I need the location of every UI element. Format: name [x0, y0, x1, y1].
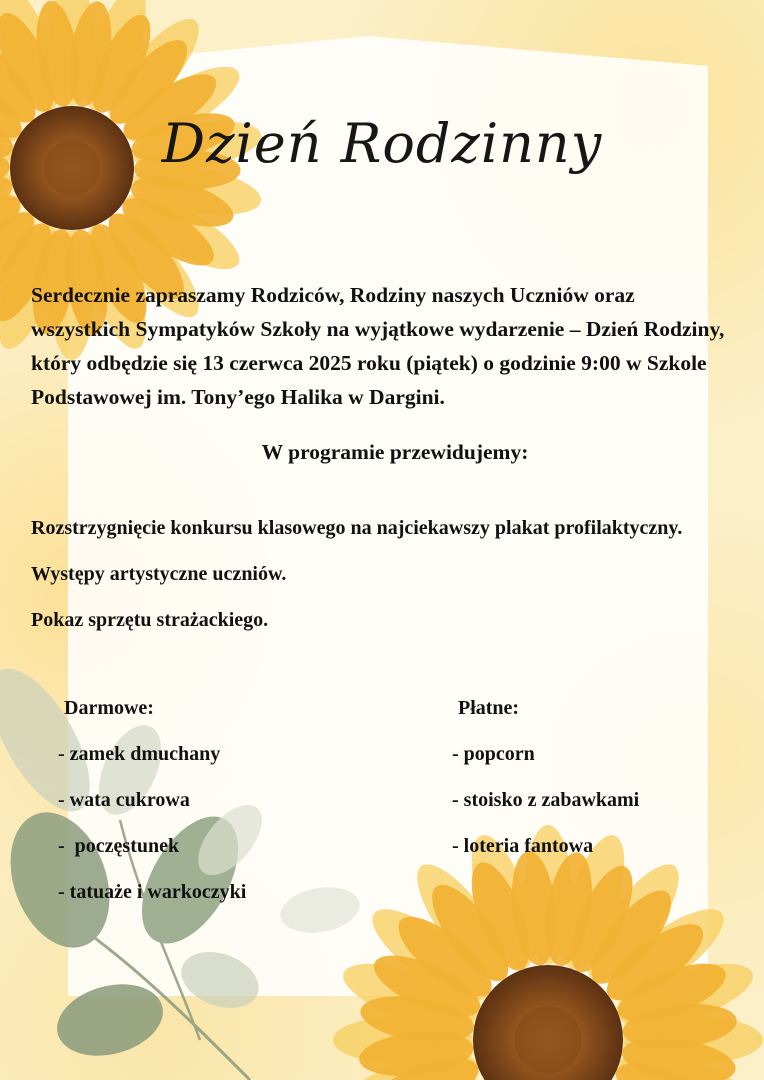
free-attractions-column [58, 694, 246, 924]
program-item: Rozstrzygnięcie konkursu klasowego na najciekawszy plakat profilaktyczny. [31, 517, 683, 539]
sunflower-center-inner [514, 1006, 582, 1074]
free-item: - poczęstunek [58, 835, 180, 857]
intro-paragraph: Serdecznie zapraszamy Rodziców, Rodziny naszych Uczniów oraz wszystkich Sympatyków Szkoły na wyjątkowe wydarzenie – Dzień Rodziny, który odbędzie się 13 czerwca 2025 roku (piątek) o godzinie 9:00 w Szkole Podstawowej im. Tony’ego Halika w Dargini. [31, 283, 725, 409]
program-heading: W programie przewidujemy: [261, 440, 529, 464]
paid-attractions-column [452, 694, 639, 878]
paid-heading: Płatne: [458, 697, 520, 719]
paid-item: - popcorn [452, 743, 535, 765]
free-item: - wata cukrowa [58, 789, 190, 811]
free-item: - zamek dmuchany [58, 743, 221, 765]
program-list [31, 514, 682, 652]
page-title: Dzień Rodzinny [161, 112, 603, 175]
paid-item: - loteria fantowa [452, 835, 594, 857]
free-item: - tatuaże i warkoczyki [58, 881, 247, 903]
paid-item: - stoisko z zabawkami [452, 789, 640, 811]
program-item: Pokaz sprzętu strażackiego. [31, 609, 269, 631]
program-item: Występy artystyczne uczniów. [31, 563, 287, 585]
free-heading: Darmowe: [64, 697, 154, 719]
